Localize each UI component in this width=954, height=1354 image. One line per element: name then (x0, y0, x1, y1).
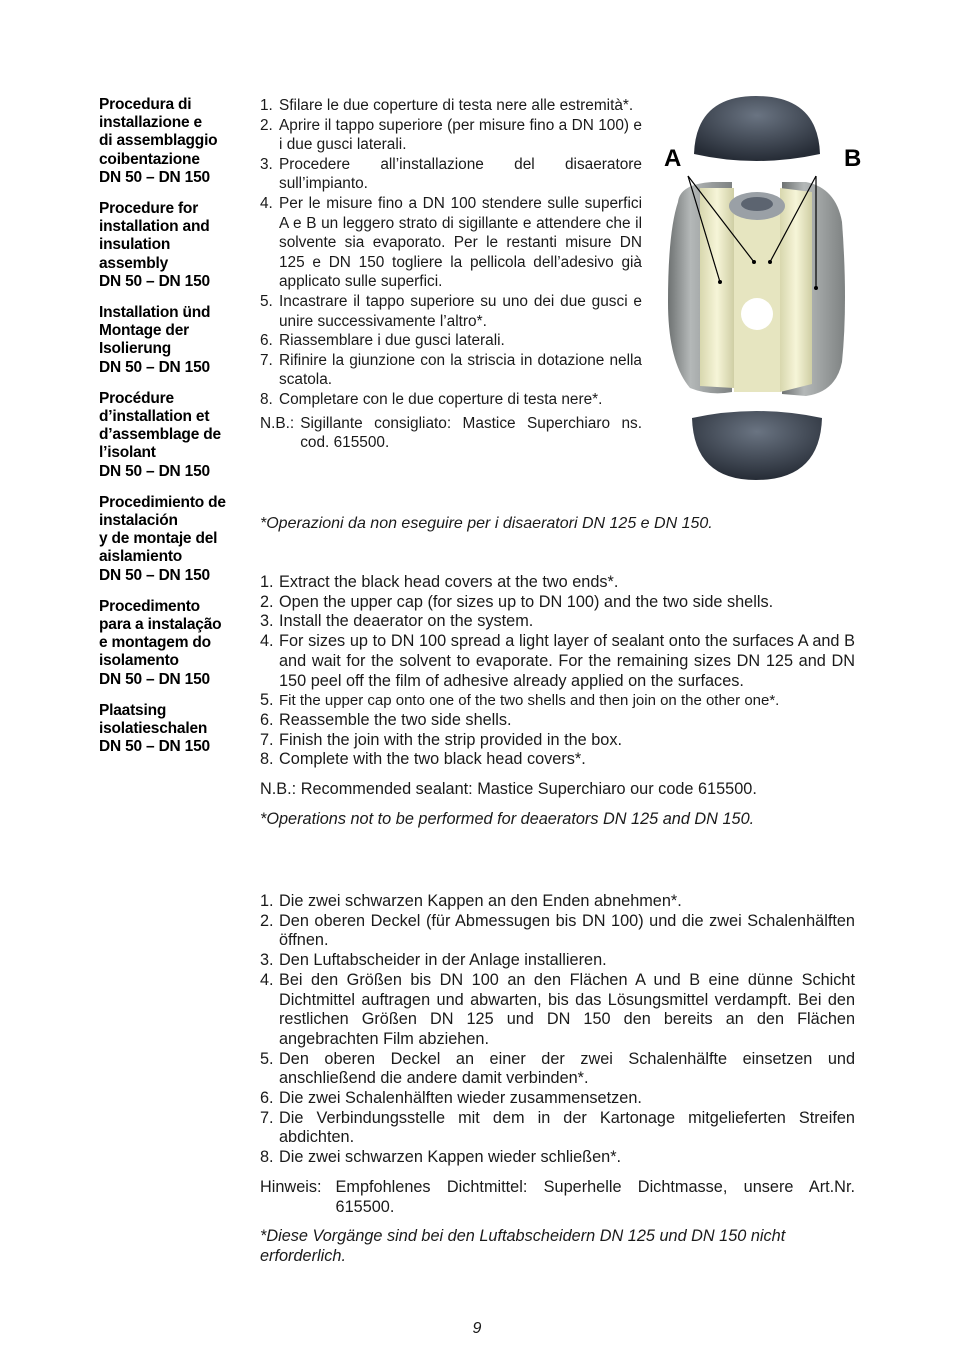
list-item (260, 892, 855, 912)
step-text: Bei den Größen bis DN 100 an den Flächen A und B eine dünne Schicht Dichtmittel auftragen und abwarten, bis das Lösungsmittel verdampft. Bei den restlichen Größen DN 125 und DN 150 den bereits an den Flächen angebrachten Film abziehen. (279, 970, 855, 1048)
step-text: Die Verbindungsstelle mit dem in der Kartonage mitgelieferten Streifen abdichten. (279, 1108, 855, 1147)
heading-line: Plaatsing (99, 701, 167, 719)
list-item (260, 971, 855, 1050)
list-item (260, 194, 642, 292)
heading-line: Installation ünd (99, 304, 211, 322)
heading-line: isolamento (99, 652, 179, 670)
list-item (260, 711, 855, 731)
heading-italian (99, 96, 259, 187)
step-text: Extract the black head covers at the two ends*. (279, 573, 619, 591)
sidebar-headings (99, 96, 259, 770)
list-item (260, 390, 642, 410)
heading-spanish (99, 494, 259, 585)
step-number: 7. (260, 351, 273, 369)
step-text: Per le misure fino a DN 100 stendere sulle superfici A e B un leggero strato di sigillante e attendere che il solvente sia evaporato. Per le restanti misure DN 125 e DN 150 togliere la pellicola dell’adesivo già applicato sulle superfici. (279, 194, 642, 291)
leader-dot-b2 (814, 286, 818, 290)
heading-line: y de montaje del (99, 530, 218, 548)
step-number: 5. (260, 292, 273, 310)
heading-line: Procedure for (99, 200, 199, 218)
nb-label: Hinweis: (260, 1177, 322, 1196)
list-item (260, 750, 855, 770)
step-number: 1. (260, 892, 274, 910)
step-number: 5. (260, 691, 274, 710)
heading-line: Procedimiento de (99, 493, 226, 511)
step-number: 3. (260, 612, 274, 631)
step-number: 1. (260, 573, 274, 591)
step-number: 7. (260, 1108, 274, 1127)
step-text: Riassemblare i due gusci laterali. (279, 332, 505, 350)
top-cap-shape (694, 96, 820, 161)
step-text: Den Luftabscheider in der Anlage installieren. (279, 951, 607, 970)
list-item (260, 731, 855, 751)
english-instructions (260, 573, 855, 829)
heading-line: DN 50 – DN 150 (99, 566, 210, 584)
list-item (260, 691, 855, 711)
heading-dutch (99, 702, 259, 757)
heading-french (99, 390, 259, 481)
italian-instructions (260, 96, 642, 453)
nb-text: Empfohlenes Dichtmittel: Superhelle Dichtmasse, unsere Art.Nr. 615500. (335, 1177, 855, 1216)
step-text: Rifinire la giunzione con la striscia in dotazione nella scatola. (279, 351, 642, 389)
step-text: Den oberen Deckel (für Abmessugen bis DN 100) und die zwei Schalenhälften öffnen. (279, 911, 855, 950)
heading-line: DN 50 – DN 150 (99, 670, 210, 688)
nb-text: Sigillante consigliato: Mastice Superchiaro ns. cod. 615500. (300, 414, 642, 452)
heading-line: e montagem do (99, 634, 211, 652)
step-number: 6. (260, 1089, 274, 1108)
label-b: B (844, 145, 862, 172)
english-nb: N.B.: Recommended sealant: Mastice Superchiaro our code 615500. (260, 780, 757, 799)
step-number: 6. (260, 332, 273, 350)
step-number: 3. (260, 155, 273, 173)
step-text: Open the upper cap (for sizes up to DN 100) and the two side shells. (279, 592, 774, 611)
heading-line: installation and (99, 218, 210, 236)
list-item (260, 331, 642, 351)
heading-line: DN 50 – DN 150 (99, 358, 210, 376)
list-item (260, 1089, 855, 1109)
step-number: 2. (260, 592, 274, 611)
heading-line: DN 50 – DN 150 (99, 168, 210, 186)
heading-line: coibentazione (99, 150, 200, 168)
leader-dot-a2 (752, 260, 756, 264)
page-number: 9 (472, 1320, 482, 1337)
heading-line: Isolierung (99, 340, 172, 358)
english-step-list (260, 573, 855, 770)
step-text: Sfilare le due coperture di testa nere alle estremità*. (279, 97, 634, 114)
step-number: 2. (260, 911, 274, 930)
step-text: Complete with the two black head covers*. (279, 750, 586, 769)
heading-line: DN 50 – DN 150 (99, 272, 210, 290)
label-a: A (664, 145, 682, 172)
right-inner-shape (780, 188, 812, 392)
step-number: 5. (260, 1049, 274, 1068)
leader-dot-a1 (718, 280, 722, 284)
heading-line: l’isolant (99, 444, 156, 462)
step-number: 1. (260, 97, 273, 114)
italian-nb (260, 414, 642, 453)
step-number: 8. (260, 390, 273, 408)
heading-line: assembly (99, 254, 169, 272)
step-text: Die zwei schwarzen Kappen wieder schließen*. (279, 1148, 622, 1167)
step-text: Den oberen Deckel an einer der zwei Schalenhälfte einsetzen und anschließend die andere damit verbinden*. (279, 1049, 855, 1088)
step-text: Die zwei schwarzen Kappen an den Enden abnehmen*. (279, 892, 682, 910)
german-instructions (260, 892, 855, 1267)
heading-line: Montage der (99, 322, 189, 340)
step-text: Aprire il tappo superiore (per misure fino a DN 100) e i due gusci laterali. (279, 116, 642, 154)
step-number: 4. (260, 970, 274, 989)
list-item (260, 1050, 855, 1089)
heading-line: isolatieschalen (99, 720, 208, 738)
bottom-cap-shape (692, 411, 822, 480)
left-inner-shape (700, 188, 734, 388)
step-text: Incastrare il tappo superiore su uno dei due gusci e unire successivamente l’altro*. (279, 292, 642, 330)
center-hole-shape (741, 298, 773, 330)
heading-line: aislamiento (99, 548, 183, 566)
list-item (260, 292, 642, 331)
list-item (260, 1148, 855, 1168)
heading-line: DN 50 – DN 150 (99, 462, 210, 480)
german-nb (260, 1178, 855, 1217)
step-number: 7. (260, 730, 274, 749)
heading-line: para a instalação (99, 616, 222, 634)
step-number: 3. (260, 951, 274, 970)
step-number: 4. (260, 194, 273, 212)
german-note: *Diese Vorgänge sind bei den Luftabscheidern DN 125 und DN 150 nicht erforderlich. (260, 1227, 786, 1265)
step-number: 6. (260, 710, 274, 729)
italian-step-list (260, 96, 642, 410)
list-item (260, 351, 642, 390)
heading-line: insulation (99, 236, 171, 254)
list-item (260, 573, 855, 593)
nb-label: N.B.: (260, 414, 295, 432)
heading-line: installazione e (99, 114, 202, 132)
list-item (260, 1109, 855, 1148)
step-text: Install the deaerator on the system. (279, 612, 534, 631)
heading-line: di assemblaggio (99, 132, 218, 150)
heading-portuguese (99, 598, 259, 689)
step-number: 8. (260, 750, 274, 769)
italian-note: *Operazioni da non eseguire per i disaeratori DN 125 e DN 150. (260, 515, 713, 532)
heading-line: Procedimento (99, 597, 200, 615)
heading-german (99, 304, 259, 377)
step-text: Completare con le due coperture di testa nere*. (279, 390, 603, 408)
step-text: Fit the upper cap onto one of the two shells and then join on the other one*. (279, 692, 780, 710)
insulation-figure (650, 92, 864, 484)
list-item (260, 96, 642, 116)
center-neck-hole (741, 197, 773, 211)
list-item (260, 116, 642, 155)
step-number: 2. (260, 116, 273, 134)
list-item (260, 155, 642, 194)
list-item (260, 912, 855, 951)
step-number: 8. (260, 1148, 274, 1167)
step-text: Reassemble the two side shells. (279, 710, 512, 729)
list-item (260, 632, 855, 691)
heading-line: d’installation et (99, 408, 210, 426)
heading-line: Procédure (99, 389, 174, 407)
deaerator-insulation-illustration (650, 92, 864, 484)
heading-line: instalación (99, 512, 178, 530)
leader-dot-b1 (768, 260, 772, 264)
step-text: For sizes up to DN 100 spread a light layer of sealant onto the surfaces A and B and wait for the solvent to evaporate. For the remaining sizes DN 125 and DN 150 peel off the film of adhesive already applied on the surfaces. (279, 632, 855, 690)
list-item (260, 612, 855, 632)
step-text: Die zwei Schalenhälften wieder zusammensetzen. (279, 1089, 642, 1108)
step-text: Finish the join with the strip provided in the box. (279, 730, 622, 749)
german-step-list (260, 892, 855, 1168)
step-text: Procedere all’installazione del disaeratore sull’impianto. (279, 155, 642, 193)
heading-line: d’assemblage de (99, 426, 221, 444)
heading-line: Procedura di (99, 96, 192, 113)
list-item (260, 593, 855, 613)
list-item (260, 951, 855, 971)
heading-line: DN 50 – DN 150 (99, 738, 210, 756)
english-note: *Operations not to be performed for deaerators DN 125 and DN 150. (260, 809, 755, 828)
step-number: 4. (260, 632, 274, 651)
heading-english (99, 200, 259, 291)
